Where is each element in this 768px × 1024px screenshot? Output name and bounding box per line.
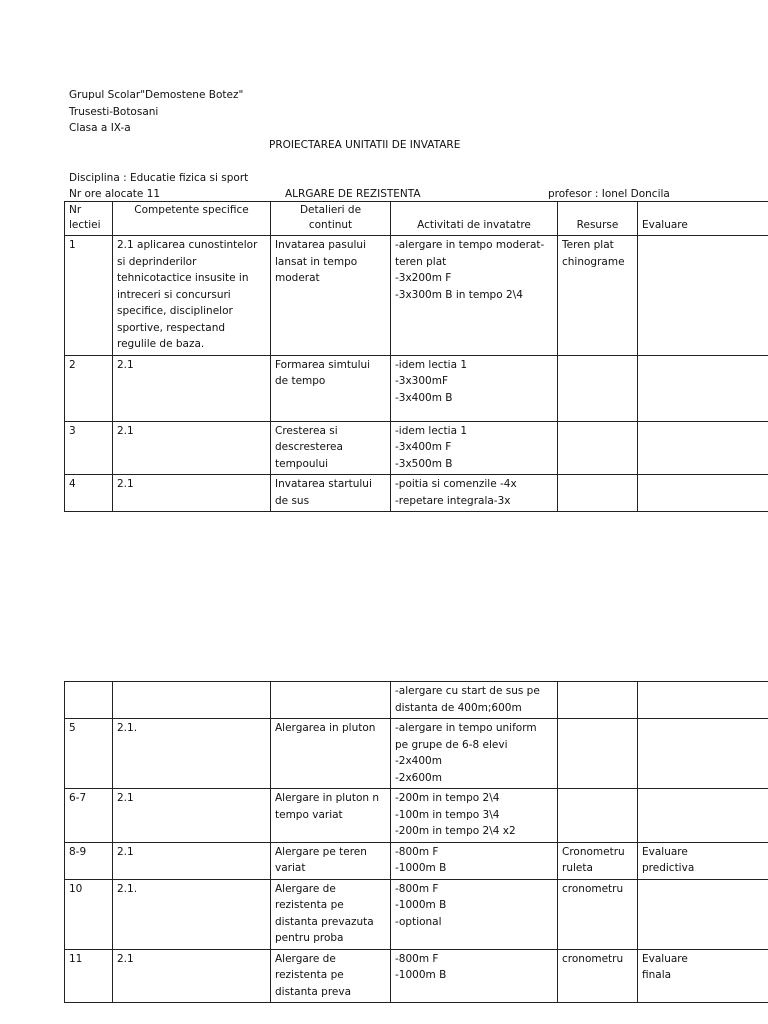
content-detail-cell-line: Alergare de [275,882,336,895]
competence-cell-line: 2.1. [117,882,138,895]
lesson-plan-table-1 [64,201,768,512]
competence-cell [113,355,271,421]
resources-cell [558,475,638,512]
content-detail-cell-line: rezistenta pe [275,899,344,911]
content-detail-cell-line: Alergare in pluton n [275,792,380,804]
content-detail-cell-line: tempo variat [275,808,343,821]
lesson-number-cell-line: 2 [69,358,76,371]
unit-title: ALRGARE DE REZISTENTA [285,188,421,200]
content-detail-cell-line: lansat in tempo [275,255,358,268]
content-detail-cell [271,789,391,843]
lesson-number-cell [65,682,113,719]
competence-cell-line: intreceri si concursuri [117,288,231,301]
activity-cell [391,421,558,475]
table-row [65,236,768,356]
content-detail-cell-line: pentru proba [275,932,344,944]
table-header-row [65,202,768,236]
header-detalieri [271,202,391,236]
activity-cell-line: -alergare in tempo moderat- [395,239,545,251]
evaluation-cell [638,949,768,1003]
competence-cell-line: 2.1 [117,478,134,490]
competence-cell [113,789,271,843]
resources-cell [558,949,638,1003]
activity-cell-line: -3x300mF [395,375,448,387]
activity-cell-line: pe grupe de 6-8 elevi [395,738,508,751]
content-detail-cell [271,842,391,879]
competence-cell-line: 2.1 [117,952,134,965]
evaluation-cell [638,842,768,879]
competence-cell-line: 2.1 [117,792,134,804]
header-evaluare [638,202,768,236]
activity-cell-line: -3x400m B [395,391,453,404]
evaluation-cell [638,236,768,356]
hours-label: Nr ore alocate 11 [69,188,161,200]
activity-cell-line: distanta de 400m;600m [395,701,522,714]
resources-cell [558,682,638,719]
activity-cell-line: -3x200m F [395,272,452,284]
evaluation-cell [638,719,768,789]
activity-cell-line: -poitia si comenzile -4x [395,478,517,490]
resources-cell-line: Teren plat [562,239,614,251]
evaluation-cell-line: predictiva [642,862,695,874]
lesson-plan-table-2 [64,681,768,1003]
evaluation-cell-line: Evaluare [642,952,688,965]
teacher-label: profesor : Ionel Doncila [548,188,670,200]
content-detail-cell-line: de tempo [275,375,326,387]
content-detail-cell [271,879,391,949]
header-activitati [391,202,558,236]
table-row [65,475,768,512]
school-location: Trusesti-Botosani [69,106,159,118]
content-detail-cell-line: distanta preva [275,985,352,998]
activity-cell [391,719,558,789]
resources-cell [558,421,638,475]
lesson-number-cell-line: 1 [69,239,76,251]
competence-cell-line: specifice, disciplinelor [117,305,233,317]
content-detail-cell-line: Invatarea pasului [275,239,366,251]
activity-cell-line: -repetare integrala-3x [395,494,511,507]
activity-cell-line: -idem lectia 1 [395,358,468,371]
header-activitati-text: Activitati de invatatre [417,219,531,231]
content-detail-cell-line: variat [275,862,306,874]
activity-cell [391,475,558,512]
content-detail-cell-line: Invatarea startului [275,478,372,490]
content-detail-cell-line: de sus [275,494,310,507]
activity-cell [391,879,558,949]
competence-cell-line: 2.1 aplicarea cunostintelor [117,239,258,251]
activity-cell [391,789,558,843]
activity-cell [391,236,558,356]
header-competente [113,202,271,236]
activity-cell-line: -2x600m [395,771,442,784]
header-detalieri-line: continut [308,219,353,231]
activity-cell-line: -2x400m [395,755,442,767]
evaluation-cell [638,682,768,719]
resources-cell [558,719,638,789]
activity-cell-line: -3x500m B [395,457,453,470]
content-detail-cell [271,421,391,475]
competence-cell-line: regulile de baza. [117,338,205,350]
content-detail-cell-line: Cresterea si [275,424,338,437]
content-detail-cell [271,719,391,789]
competence-cell-line: sportive, respectand [117,321,226,334]
lesson-number-cell [65,475,113,512]
lesson-number-cell-line: 5 [69,722,76,734]
activity-cell-line: -1000m B [395,969,447,981]
resources-cell [558,236,638,356]
header-nr [65,202,113,236]
content-detail-cell [271,355,391,421]
table-row [65,355,768,421]
activity-cell-line: -200m in tempo 2\4 x2 [395,825,516,837]
resources-cell-line: cronometru [562,952,624,965]
content-detail-cell-line: distanta prevazuta [275,915,374,928]
header-detalieri-line: Detalieri de [299,204,362,216]
lesson-number-cell [65,421,113,475]
lesson-number-cell [65,789,113,843]
competence-cell-line: 2.1 [117,845,134,858]
table-row [65,842,768,879]
resources-cell [558,355,638,421]
lesson-number-cell-line: 4 [69,478,76,490]
content-detail-cell [271,475,391,512]
content-detail-cell-line: moderat [275,272,320,284]
competence-cell [113,421,271,475]
content-detail-cell-line: Alergare pe teren [275,845,367,858]
activity-cell-line: -100m in tempo 3\4 [395,808,500,821]
activity-cell-line: -800m F [395,845,439,858]
content-detail-cell [271,949,391,1003]
competence-cell [113,879,271,949]
lesson-number-cell [65,949,113,1003]
content-detail-cell-line: tempoului [275,457,329,470]
competence-cell-line: tehnicotactice insusite in [117,272,249,284]
document-title: PROIECTAREA UNITATII DE INVATARE [269,139,461,151]
activity-cell [391,682,558,719]
activity-cell-line: -800m F [395,952,439,965]
table-row [65,682,768,719]
resources-cell [558,789,638,843]
resources-cell [558,879,638,949]
competence-cell [113,236,271,356]
content-detail-cell-line: rezistenta pe [275,969,344,981]
competence-cell [113,842,271,879]
evaluation-cell-line: Evaluare [642,845,688,858]
activity-cell-line: -3x400m F [395,441,452,453]
lesson-number-cell [65,355,113,421]
content-detail-cell-line: descresterea [275,441,343,453]
lesson-number-cell-line: 8-9 [69,845,87,858]
resources-cell-line: Cronometru [562,845,625,858]
school-name: Grupul Scolar"Demostene Botez" [69,89,244,101]
evaluation-cell [638,355,768,421]
competence-cell [113,475,271,512]
lesson-number-cell-line: 11 [69,952,83,965]
table-row [65,421,768,475]
header-evaluare-text: Evaluare [642,219,688,231]
activity-cell-line: -1000m B [395,862,447,874]
header-nr-line: Nr [69,204,82,216]
activity-cell-line: teren plat [395,255,447,268]
competence-cell [113,719,271,789]
table-row [65,719,768,789]
content-detail-cell-line: Alergarea in pluton [275,722,376,734]
competence-cell [113,682,271,719]
activity-cell [391,949,558,1003]
header-nr-line: lectiei [69,219,101,231]
header-competente-text: Competente specifice [134,204,249,216]
evaluation-cell [638,789,768,843]
lesson-number-cell [65,719,113,789]
content-detail-cell-line: Formarea simtului [275,358,371,371]
activity-cell-line: -200m in tempo 2\4 [395,792,500,804]
activity-cell-line: -alergare in tempo uniform [395,722,537,734]
competence-cell [113,949,271,1003]
resources-cell [558,842,638,879]
lesson-number-cell-line: 10 [69,882,83,895]
competence-cell-line: 2.1. [117,722,138,734]
activity-cell-line: -800m F [395,882,439,895]
activity-cell-line: -alergare cu start de sus pe [395,685,540,697]
discipline-label: Disciplina : Educatie fizica si sport [69,172,249,184]
activity-cell-line: -1000m B [395,899,447,911]
competence-cell-line: si deprinderilor [117,255,197,268]
resources-cell-line: ruleta [562,862,593,874]
table-row [65,949,768,1003]
lesson-number-cell [65,842,113,879]
header-resurse-text: Resurse [576,219,619,231]
evaluation-cell-line: finala [642,969,672,981]
content-detail-cell [271,682,391,719]
activity-cell [391,842,558,879]
header-resurse [558,202,638,236]
activity-cell-line: -3x300m B in tempo 2\4 [395,288,523,301]
lesson-number-cell-line: 6-7 [69,792,87,804]
activity-cell-line: -idem lectia 1 [395,424,468,437]
evaluation-cell [638,879,768,949]
lesson-number-cell [65,879,113,949]
lesson-number-cell [65,236,113,356]
evaluation-cell [638,475,768,512]
evaluation-cell [638,421,768,475]
table-row [65,879,768,949]
class-label: Clasa a IX-a [69,122,131,134]
table-row [65,789,768,843]
activity-cell [391,355,558,421]
lesson-number-cell-line: 3 [69,424,76,437]
content-detail-cell-line: Alergare de [275,952,336,965]
resources-cell-line: cronometru [562,882,624,895]
competence-cell-line: 2.1 [117,424,134,437]
activity-cell-line: -optional [395,915,442,928]
content-detail-cell [271,236,391,356]
resources-cell-line: chinograme [562,255,625,268]
competence-cell-line: 2.1 [117,358,134,371]
